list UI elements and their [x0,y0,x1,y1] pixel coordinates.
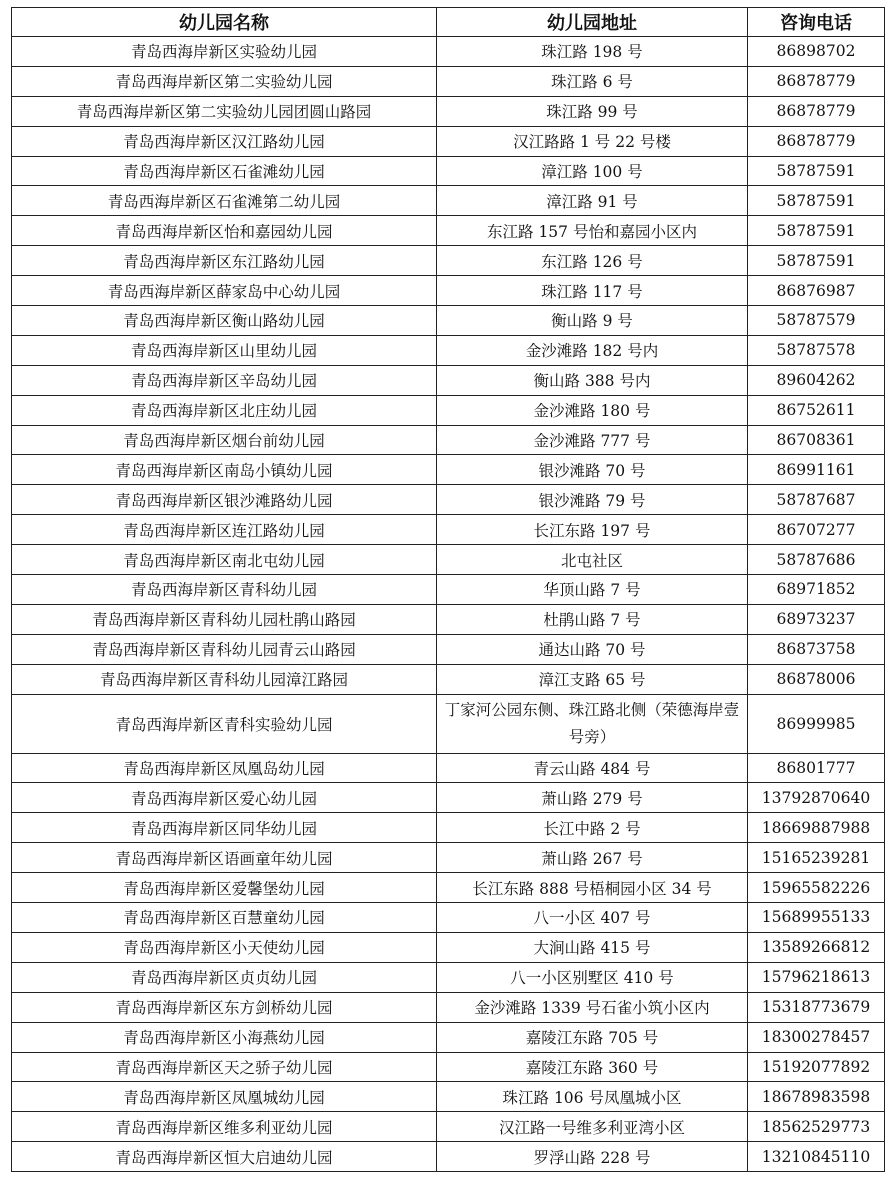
kindergarten-address-cell: 衡山路 9 号 [437,306,748,336]
kindergarten-address-cell: 青云山路 484 号 [437,753,748,783]
kindergarten-name-cell: 青岛西海岸新区贞贞幼儿园 [12,962,437,992]
table-row [12,545,885,575]
kindergarten-phone-cell: 58787579 [748,306,885,336]
kindergarten-address-cell: 嘉陵江东路 360 号 [437,1052,748,1082]
kindergarten-address-cell: 银沙滩路 70 号 [437,455,748,485]
kindergarten-address-cell: 萧山路 267 号 [437,843,748,873]
kindergarten-address-cell: 通达山路 70 号 [437,634,748,664]
kindergarten-name-cell: 青岛西海岸新区东江路幼儿园 [12,246,437,276]
kindergarten-name-cell: 青岛西海岸新区汉江路幼儿园 [12,126,437,156]
table-row [12,664,885,694]
kindergarten-phone-cell: 86898702 [748,37,885,67]
kindergarten-address-cell: 金沙滩路 777 号 [437,425,748,455]
kindergarten-phone-cell: 13210845110 [748,1142,885,1172]
kindergarten-address-cell: 漳江路 91 号 [437,186,748,216]
table-row [12,694,885,753]
kindergarten-phone-cell: 58787591 [748,246,885,276]
header-address: 幼儿园地址 [437,8,748,37]
table-row [12,37,885,67]
kindergarten-address-cell: 嘉陵江东路 705 号 [437,1022,748,1052]
kindergarten-name-cell: 青岛西海岸新区实验幼儿园 [12,37,437,67]
table-row [12,1052,885,1082]
kindergarten-name-cell: 青岛西海岸新区石雀滩幼儿园 [12,156,437,186]
kindergarten-address-cell: 长江东路 888 号梧桐园小区 34 号 [437,873,748,903]
table-row [12,66,885,96]
kindergarten-address-cell: 漳江路 100 号 [437,156,748,186]
kindergarten-phone-cell: 18562529773 [748,1112,885,1142]
table-row [12,246,885,276]
kindergarten-name-cell: 青岛西海岸新区青科幼儿园 [12,575,437,605]
kindergarten-phone-cell: 13792870640 [748,783,885,813]
kindergarten-name-cell: 青岛西海岸新区爱馨堡幼儿园 [12,873,437,903]
kindergarten-address-cell: 银沙滩路 79 号 [437,485,748,515]
kindergarten-name-cell: 青岛西海岸新区银沙滩路幼儿园 [12,485,437,515]
table-row [12,1112,885,1142]
table-row [12,455,885,485]
kindergarten-address-cell: 珠江路 198 号 [437,37,748,67]
kindergarten-address-cell: 衡山路 388 号内 [437,365,748,395]
kindergarten-name-cell: 青岛西海岸新区青科幼儿园青云山路园 [12,634,437,664]
kindergarten-name-cell: 青岛西海岸新区连江路幼儿园 [12,515,437,545]
table-row [12,575,885,605]
kindergarten-name-cell: 青岛西海岸新区爱心幼儿园 [12,783,437,813]
table-row [12,485,885,515]
kindergarten-name-cell: 青岛西海岸新区石雀滩第二幼儿园 [12,186,437,216]
kindergarten-phone-cell: 86878779 [748,66,885,96]
table-row [12,276,885,306]
table-row [12,1142,885,1172]
kindergarten-phone-cell: 15318773679 [748,992,885,1022]
kindergarten-phone-cell: 86999985 [748,694,885,753]
kindergarten-name-cell: 青岛西海岸新区南北屯幼儿园 [12,545,437,575]
kindergarten-phone-cell: 86991161 [748,455,885,485]
kindergarten-address-cell: 珠江路 99 号 [437,96,748,126]
kindergarten-address-cell: 八一小区别墅区 410 号 [437,962,748,992]
kindergarten-name-cell: 青岛西海岸新区语画童年幼儿园 [12,843,437,873]
kindergarten-phone-cell: 86707277 [748,515,885,545]
table-row [12,186,885,216]
kindergarten-table [11,7,885,1172]
table-row [12,962,885,992]
kindergarten-address-cell: 丁家河公园东侧、珠江路北侧（荣德海岸壹号旁） [437,694,748,753]
kindergarten-address-cell: 汉江路路 1 号 22 号楼 [437,126,748,156]
kindergarten-address-cell: 珠江路 117 号 [437,276,748,306]
kindergarten-phone-cell: 86873758 [748,634,885,664]
kindergarten-name-cell: 青岛西海岸新区同华幼儿园 [12,813,437,843]
kindergarten-phone-cell: 58787578 [748,335,885,365]
table-row [12,1022,885,1052]
kindergarten-phone-cell: 89604262 [748,365,885,395]
kindergarten-phone-cell: 86801777 [748,753,885,783]
kindergarten-phone-cell: 68971852 [748,575,885,605]
kindergarten-phone-cell: 15796218613 [748,962,885,992]
kindergarten-address-cell: 东江路 126 号 [437,246,748,276]
table-row [12,395,885,425]
kindergarten-name-cell: 青岛西海岸新区天之骄子幼儿园 [12,1052,437,1082]
kindergarten-name-cell: 青岛西海岸新区辛岛幼儿园 [12,365,437,395]
kindergarten-name-cell: 青岛西海岸新区青科实验幼儿园 [12,694,437,753]
table-header-row [12,8,885,37]
kindergarten-phone-cell: 58787591 [748,216,885,246]
kindergarten-name-cell: 青岛西海岸新区薛家岛中心幼儿园 [12,276,437,306]
kindergarten-phone-cell: 58787591 [748,186,885,216]
kindergarten-name-cell: 青岛西海岸新区青科幼儿园漳江路园 [12,664,437,694]
kindergarten-name-cell: 青岛西海岸新区百慧童幼儿园 [12,903,437,933]
table-row [12,335,885,365]
kindergarten-address-cell: 大涧山路 415 号 [437,932,748,962]
table-row [12,873,885,903]
kindergarten-address-cell: 金沙滩路 1339 号石雀小筑小区内 [437,992,748,1022]
kindergarten-phone-cell: 15192077892 [748,1052,885,1082]
kindergarten-address-cell: 八一小区 407 号 [437,903,748,933]
table-row [12,365,885,395]
kindergarten-phone-cell: 15689955133 [748,903,885,933]
kindergarten-phone-cell: 86878006 [748,664,885,694]
kindergarten-address-cell: 珠江路 106 号凤凰城小区 [437,1082,748,1112]
table-row [12,903,885,933]
kindergarten-phone-cell: 15965582226 [748,873,885,903]
kindergarten-phone-cell: 15165239281 [748,843,885,873]
table-row [12,216,885,246]
kindergarten-name-cell: 青岛西海岸新区凤凰城幼儿园 [12,1082,437,1112]
kindergarten-name-cell: 青岛西海岸新区凤凰岛幼儿园 [12,753,437,783]
kindergarten-name-cell: 青岛西海岸新区小海燕幼儿园 [12,1022,437,1052]
kindergarten-phone-cell: 86752611 [748,395,885,425]
table-row [12,515,885,545]
kindergarten-table-sheet [11,7,884,1172]
kindergarten-address-cell: 珠江路 6 号 [437,66,748,96]
table-row [12,783,885,813]
kindergarten-phone-cell: 86876987 [748,276,885,306]
header-phone: 咨询电话 [748,8,885,37]
kindergarten-name-cell: 青岛西海岸新区青科幼儿园杜鹃山路园 [12,604,437,634]
kindergarten-address-cell: 萧山路 279 号 [437,783,748,813]
table-row [12,634,885,664]
kindergarten-name-cell: 青岛西海岸新区东方剑桥幼儿园 [12,992,437,1022]
table-row [12,425,885,455]
kindergarten-name-cell: 青岛西海岸新区恒大启迪幼儿园 [12,1142,437,1172]
kindergarten-address-cell: 北屯社区 [437,545,748,575]
kindergarten-phone-cell: 86708361 [748,425,885,455]
kindergarten-name-cell: 青岛西海岸新区小天使幼儿园 [12,932,437,962]
kindergarten-name-cell: 青岛西海岸新区烟台前幼儿园 [12,425,437,455]
kindergarten-name-cell: 青岛西海岸新区第二实验幼儿园团圆山路园 [12,96,437,126]
kindergarten-address-cell: 金沙滩路 180 号 [437,395,748,425]
kindergarten-address-cell: 漳江支路 65 号 [437,664,748,694]
kindergarten-address-cell: 东江路 157 号怡和嘉园小区内 [437,216,748,246]
table-row [12,306,885,336]
kindergarten-name-cell: 青岛西海岸新区维多利亚幼儿园 [12,1112,437,1142]
kindergarten-name-cell: 青岛西海岸新区第二实验幼儿园 [12,66,437,96]
kindergarten-address-cell: 杜鹃山路 7 号 [437,604,748,634]
table-row [12,932,885,962]
table-row [12,813,885,843]
kindergarten-name-cell: 青岛西海岸新区南岛小镇幼儿园 [12,455,437,485]
kindergarten-name-cell: 青岛西海岸新区怡和嘉园幼儿园 [12,216,437,246]
kindergarten-address-cell: 金沙滩路 182 号内 [437,335,748,365]
kindergarten-address-cell: 长江中路 2 号 [437,813,748,843]
table-row [12,992,885,1022]
kindergarten-address-cell: 华顶山路 7 号 [437,575,748,605]
kindergarten-phone-cell: 18678983598 [748,1082,885,1112]
kindergarten-name-cell: 青岛西海岸新区衡山路幼儿园 [12,306,437,336]
table-row [12,604,885,634]
table-row [12,126,885,156]
table-row [12,843,885,873]
table-row [12,1082,885,1112]
kindergarten-phone-cell: 58787687 [748,485,885,515]
kindergarten-address-cell: 汉江路一号维多利亚湾小区 [437,1112,748,1142]
kindergarten-phone-cell: 13589266812 [748,932,885,962]
header-name: 幼儿园名称 [12,8,437,37]
kindergarten-phone-cell: 68973237 [748,604,885,634]
kindergarten-phone-cell: 86878779 [748,96,885,126]
kindergarten-phone-cell: 18300278457 [748,1022,885,1052]
kindergarten-phone-cell: 86878779 [748,126,885,156]
kindergarten-phone-cell: 58787686 [748,545,885,575]
table-row [12,156,885,186]
kindergarten-name-cell: 青岛西海岸新区山里幼儿园 [12,335,437,365]
kindergarten-phone-cell: 18669887988 [748,813,885,843]
kindergarten-phone-cell: 58787591 [748,156,885,186]
table-row [12,753,885,783]
kindergarten-name-cell: 青岛西海岸新区北庄幼儿园 [12,395,437,425]
kindergarten-address-cell: 罗浮山路 228 号 [437,1142,748,1172]
table-row [12,96,885,126]
kindergarten-address-cell: 长江东路 197 号 [437,515,748,545]
table-body [12,37,885,1172]
